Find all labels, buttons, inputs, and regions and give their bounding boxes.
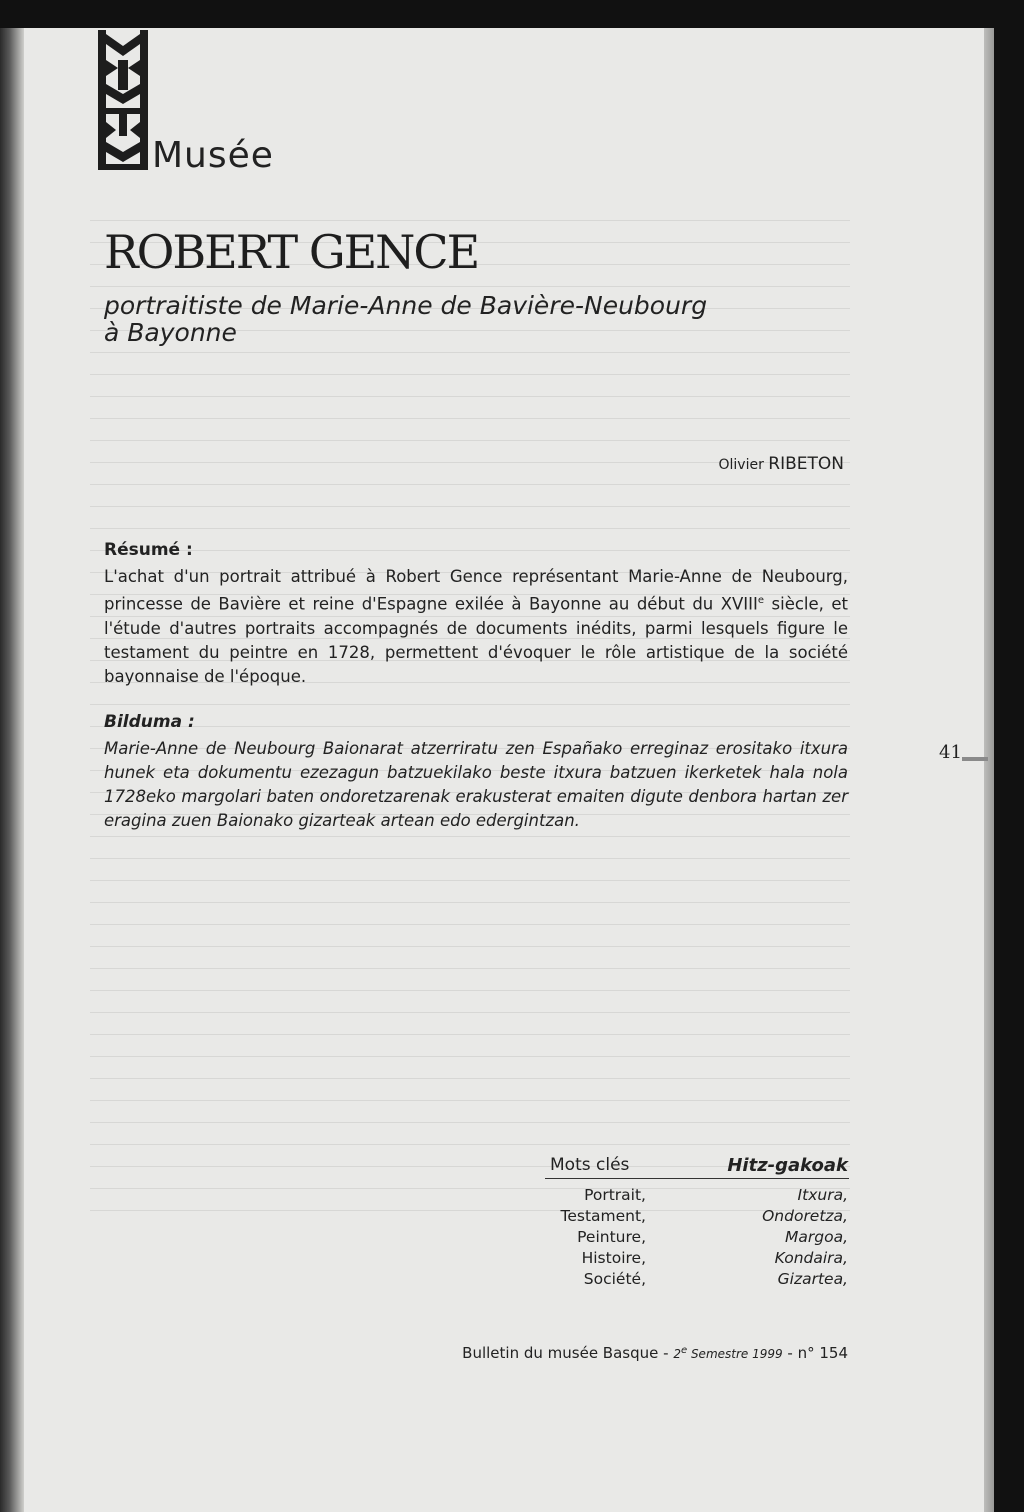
author-first-name: Olivier xyxy=(718,457,764,473)
keyword-eu: Itxura, xyxy=(797,1186,848,1204)
book-spine xyxy=(0,28,24,1512)
resume-text-part2: siècle, et l'étude d'autres portraits accompagnés de documents inédits, parmi lesquels figure le testament du peintre en 1728, permettent d'évoquer le rôle artistique de la société bayonnaise de l'époque. xyxy=(104,594,848,686)
article-title: ROBERT GENCE xyxy=(104,225,479,279)
keywords-heading-fr: Mots clés xyxy=(550,1155,630,1175)
bilduma-label: Bilduma : xyxy=(104,712,195,732)
author xyxy=(560,454,844,474)
page-number: 41 xyxy=(939,742,962,763)
keyword-fr: Testament, xyxy=(560,1207,646,1225)
keyword-fr: Peinture, xyxy=(577,1228,646,1246)
keyword-eu: Margoa, xyxy=(785,1228,848,1246)
footer-issue: n° 154 xyxy=(797,1344,848,1362)
footer-journal: Bulletin du musée Basque xyxy=(462,1344,659,1362)
keyword-fr: Société, xyxy=(583,1270,646,1288)
subtitle-line-1: portraitiste de Marie-Anne de Bavière-Neubourg xyxy=(104,291,708,320)
keywords-rule xyxy=(545,1178,849,1179)
footer-semester xyxy=(673,1347,782,1361)
page-tab-marker xyxy=(962,757,988,761)
keywords-fr-list xyxy=(480,1185,646,1290)
article-subtitle xyxy=(104,292,844,346)
bilduma-text: Marie-Anne de Neubourg Baionarat atzerriratu zen Españako erreginaz erositako itxura hunek eta dokumentu ezezagun batzuekilako beste itxura batzuen ikerketek hala nola 1728eko margolari baten ondoretzarenak erakusterat emaiten digute denbora hartan zer eragina zuen Baionako gizarteak artean edo edergintzan. xyxy=(104,739,848,830)
resume-text-part1: L'achat d'un portrait attribué à Robert Gence représentant Marie-Anne de Neubourg, princesse de Bavière et reine d'Espagne exilée à Bayonne au début du XVIII xyxy=(104,567,848,614)
subtitle-line-2: à Bayonne xyxy=(104,318,237,347)
basque-ornament-icon xyxy=(98,30,148,170)
resume-text xyxy=(104,565,848,689)
resume-label: Résumé : xyxy=(104,540,193,560)
footer-semester-sup: e xyxy=(680,1345,688,1356)
keyword-eu: Ondoretza, xyxy=(762,1207,848,1225)
footer-separator: - xyxy=(658,1344,674,1362)
section-heading: Musée xyxy=(152,135,274,176)
footer-separator: - xyxy=(782,1344,798,1362)
keywords-heading-eu: Hitz-gakoak xyxy=(727,1155,848,1176)
footer-semester-num: 2 xyxy=(673,1347,681,1361)
footer-semester-word: Semestre 1999 xyxy=(687,1347,783,1361)
keyword-fr: Histoire, xyxy=(581,1249,646,1267)
footer xyxy=(440,1344,848,1362)
keywords-eu-list xyxy=(690,1185,848,1290)
author-last-name: RIBETON xyxy=(768,454,844,474)
keyword-fr: Portrait, xyxy=(584,1186,646,1204)
resume-superscript: e xyxy=(757,595,765,606)
keyword-eu: Gizartea, xyxy=(777,1270,848,1288)
page-edge xyxy=(984,28,994,1512)
keyword-eu: Kondaira, xyxy=(774,1249,848,1267)
